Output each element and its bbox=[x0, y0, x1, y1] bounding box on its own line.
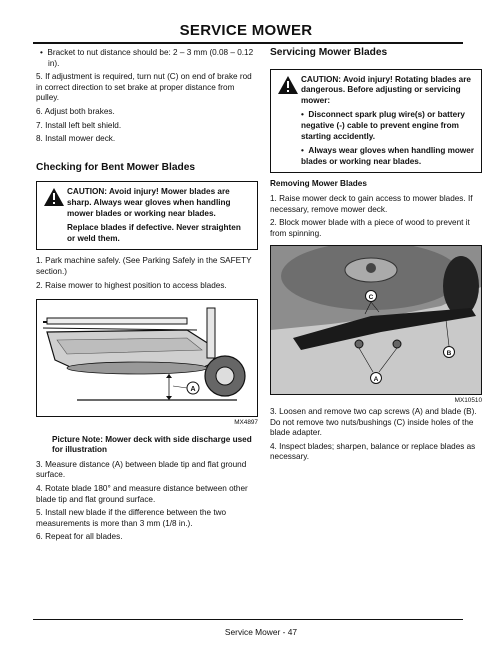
step-6b-left: 6. Repeat for all blades. bbox=[36, 532, 123, 542]
step-2-left: 2. Raise mower to highest position to access blades. bbox=[36, 280, 227, 290]
step-6: 6. Adjust both brakes. bbox=[36, 106, 115, 116]
caution-box-rotating-blades bbox=[270, 69, 482, 174]
section-title-servicing-blades: Servicing Mower Blades bbox=[270, 47, 388, 58]
caution-bullet-text: Always wear gloves when handling mower blades or working near blades. bbox=[301, 146, 475, 166]
figure-id-right: MX10510 bbox=[454, 397, 482, 405]
figure-label-a: A bbox=[373, 376, 379, 384]
caution-text-2: Replace blades if defective. Never straighten or weld them. bbox=[67, 223, 241, 243]
step-2-right: 2. Block mower blade with a piece of wood to prevent it from spinning. bbox=[270, 218, 470, 238]
caution-bullet-1 bbox=[277, 110, 475, 142]
bracket-distance-bullet bbox=[36, 48, 258, 69]
step-1-left: 1. Park machine safely. (See Parking Safely in the SAFETY section.) bbox=[36, 256, 252, 276]
step-7: 7. Install left belt shield. bbox=[36, 120, 122, 130]
warning-triangle-icon bbox=[43, 187, 65, 207]
page-title: SERVICE MOWER bbox=[179, 22, 313, 39]
header-rule bbox=[33, 42, 463, 44]
section-title-checking-blades: Checking for Bent Mower Blades bbox=[36, 161, 196, 173]
warning-triangle-icon bbox=[277, 75, 299, 95]
step-5b-left: 5. Install new blade if the difference between the two measurements is more than 3 mm (1/8 in.). bbox=[36, 508, 227, 528]
left-column bbox=[36, 48, 258, 546]
bullet-glyph: • bbox=[40, 48, 48, 57]
step-4-left: 4. Rotate blade 180° and measure distance between other blade tip and flat ground surface. bbox=[36, 484, 248, 504]
bullet-text: Bracket to nut distance should be: 2 – 3 mm (0.08 – 0.12 in). bbox=[47, 48, 254, 68]
step-4-right: 4. Inspect blades; sharpen, balance or replace blades as necessary. bbox=[270, 441, 476, 462]
bullet-glyph: • bbox=[301, 146, 309, 156]
mower-deck-illustration bbox=[37, 300, 258, 417]
figure-label-c: C bbox=[368, 294, 374, 302]
subsection-title-removing-blades: Removing Mower Blades bbox=[270, 179, 367, 189]
step-8: 8. Install mower deck. bbox=[36, 134, 116, 144]
caution-bullet-text: Disconnect spark plug wire(s) or battery negative (-) cable to prevent engine from starting accidently. bbox=[301, 110, 465, 141]
mower-blade-photo bbox=[271, 246, 482, 395]
caution-bullet-2 bbox=[277, 146, 475, 167]
figure-label-a: A bbox=[190, 386, 196, 394]
mower-deck-side-figure bbox=[36, 299, 258, 417]
page-footer: Service Mower - 47 bbox=[224, 627, 298, 637]
right-column bbox=[270, 48, 482, 466]
step-3-right: 3. Loosen and remove two cap screws (A) and blade (B). Do not remove two nuts/bushings (C) inside holes of the blade adapter. bbox=[270, 406, 477, 438]
caution-box-sharp-blades bbox=[36, 181, 258, 250]
figure-label-b: B bbox=[446, 350, 452, 358]
caution-text-1: CAUTION: Avoid injury! Mower blades are sharp. Always wear gloves when handling mower blades or working near blades. bbox=[67, 187, 231, 218]
figure-id-left: MX4897 bbox=[234, 419, 258, 427]
caution-text-1: CAUTION: Avoid injury! Rotating blades are dangerous. Before adjusting or servicing mower: bbox=[301, 74, 471, 105]
mower-blade-underside-figure bbox=[270, 245, 482, 395]
picture-note: Picture Note: Mower deck with side discharge used for illustration bbox=[52, 434, 252, 455]
step-5: 5. If adjustment is required, turn nut (C) on end of brake rod in correct direction to set brake at proper distance from pulley. bbox=[36, 72, 252, 103]
footer-rule bbox=[33, 619, 463, 620]
bullet-glyph: • bbox=[301, 110, 309, 120]
step-1-right: 1. Raise mower deck to gain access to mower blades. If necessary, remove mower deck. bbox=[270, 193, 473, 214]
step-3-left: 3. Measure distance (A) between blade tip and flat ground surface. bbox=[36, 459, 247, 480]
